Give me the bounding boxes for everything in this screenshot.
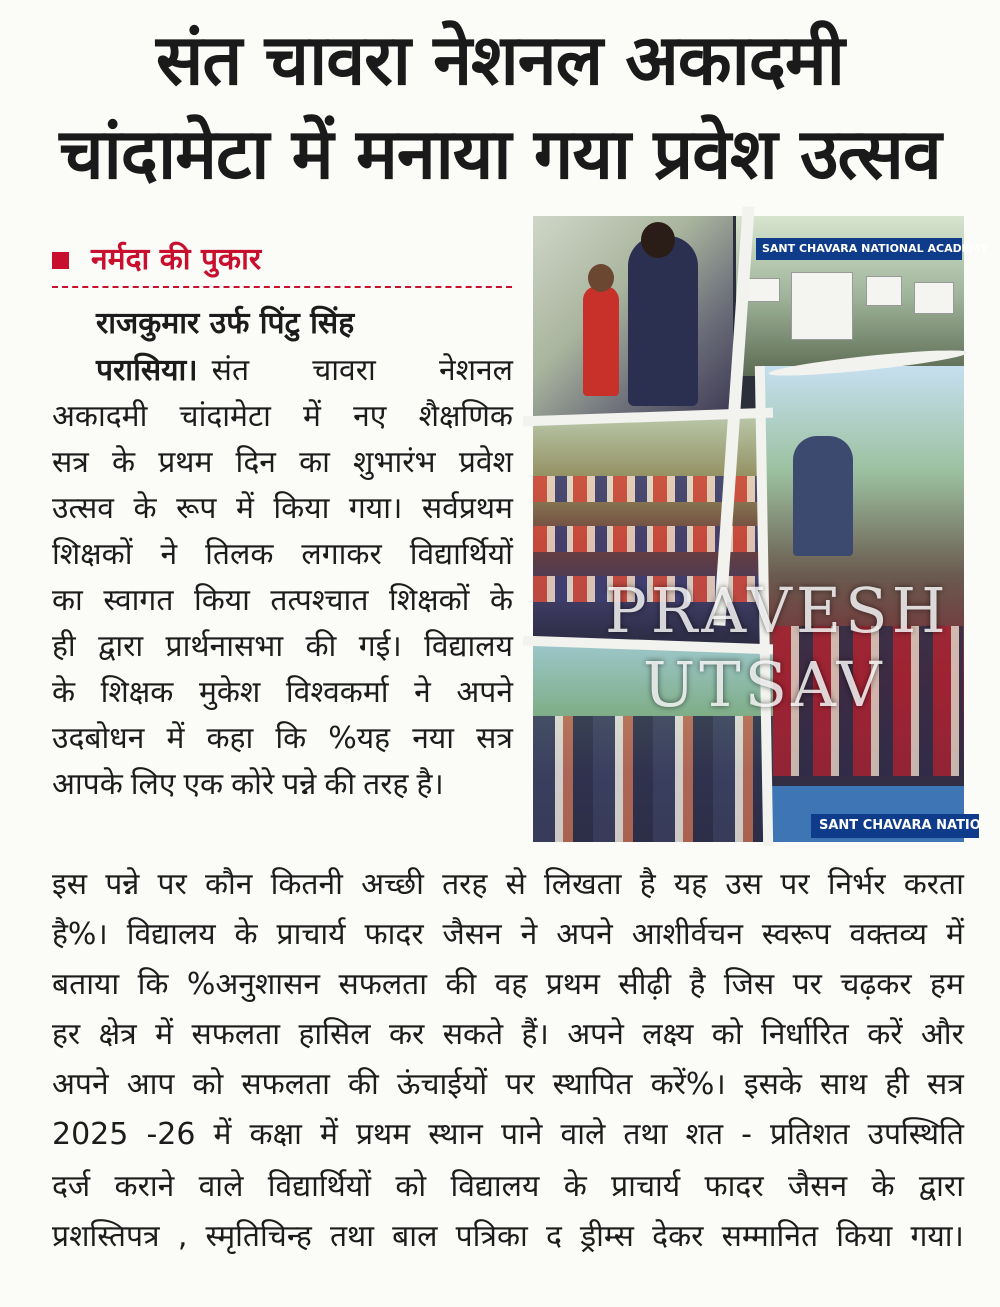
word: 2025 (52, 1117, 129, 1152)
word: दर्ज (52, 1169, 91, 1204)
word: प्रथम (545, 967, 600, 1002)
word: स्थापित (552, 1067, 633, 1102)
word: सकते (442, 1017, 504, 1052)
word: अपने (556, 917, 613, 952)
word: -26 (146, 1117, 196, 1152)
word: देकर (652, 1219, 704, 1254)
word: कराने (114, 1169, 175, 1204)
word: उस (725, 867, 763, 902)
word: में (303, 399, 321, 434)
word: में (213, 1117, 232, 1152)
word: स्थान (428, 1117, 483, 1152)
word: साथ (819, 1067, 868, 1102)
word: प्राचार्य (611, 1169, 681, 1204)
article-line (52, 624, 513, 670)
word: चावरा (312, 353, 376, 388)
word: उदबोधन (52, 721, 145, 756)
article-line (52, 862, 964, 908)
word: अपने (52, 1067, 109, 1102)
word: के (563, 1169, 587, 1204)
word: तरह (363, 767, 409, 802)
article-line (52, 394, 513, 440)
overlay-title-2: UTSAV (643, 648, 886, 721)
article-line (52, 762, 513, 808)
word: कहा (206, 721, 254, 756)
word: बाल (392, 1219, 438, 1254)
word: चांदामेटा (179, 399, 271, 434)
word: कक्षा (249, 1117, 302, 1152)
word: यह (673, 867, 708, 902)
word: फादर (704, 1169, 764, 1204)
word: किया (193, 583, 250, 618)
photo-tilak-welcome (533, 216, 733, 416)
word: पर (792, 967, 822, 1002)
word: उपस्थिति (867, 1117, 964, 1152)
article-line (52, 962, 964, 1008)
byline-place: परासिया। (96, 353, 198, 388)
word: शुभारंभ (353, 445, 436, 480)
photo-school-sign (763, 786, 981, 842)
word: में (235, 491, 254, 526)
word: के (112, 445, 136, 480)
word: सीढ़ी (618, 967, 672, 1002)
word: शैक्षणिक (418, 399, 513, 434)
word: सफलता (191, 1017, 281, 1052)
word: प्रथम (158, 445, 213, 480)
red-square-icon (52, 252, 69, 269)
word: इस (52, 867, 88, 902)
article-line (52, 716, 513, 762)
word: द्वारा (98, 629, 144, 664)
word: सम्मानित (721, 1219, 819, 1254)
word: करें%। (650, 1067, 726, 1102)
word: सत्र (927, 1067, 964, 1102)
article-line (52, 440, 513, 486)
word: उत्सव (52, 491, 114, 526)
word: स्वरूप (761, 917, 831, 952)
word: है (639, 867, 656, 902)
word: पन्ने (282, 767, 317, 802)
word: सफलता (241, 1067, 330, 1102)
word: में (945, 917, 964, 952)
word: अकादमी (52, 399, 148, 434)
word: को (395, 1169, 427, 1204)
word: करें (867, 1017, 903, 1052)
word: ने (160, 537, 178, 572)
word: प्रशस्तिपत्र (52, 1219, 160, 1254)
overlay-title-1: PRAVESH (605, 574, 950, 647)
headline-line-1: संत चावरा नेशनल अकादमी (156, 19, 844, 101)
word: और (920, 1017, 964, 1052)
word: तरह (442, 867, 488, 902)
word: फादर (364, 917, 424, 952)
word: के (871, 1169, 895, 1204)
word: क्षेत्र (98, 1017, 137, 1052)
word: अपने (567, 1017, 624, 1052)
word: के (133, 491, 157, 526)
word: गई। (358, 629, 402, 664)
headline-line-2: चांदामेटा में मनाया गया प्रवेश उत्सव (59, 113, 941, 195)
word: पाने (501, 1117, 543, 1152)
word: लिखता (544, 867, 622, 902)
word: हासिल (298, 1017, 371, 1052)
word: विद्यालय (126, 917, 216, 952)
word: आप (126, 1067, 175, 1102)
word: प्रार्थनासभा (165, 629, 284, 664)
word: विद्यालय (424, 629, 513, 664)
word: को (711, 1017, 743, 1052)
word: पर (780, 867, 810, 902)
article-line (52, 578, 513, 624)
article-line (52, 670, 513, 716)
word: हैं। (521, 1017, 549, 1052)
article-line (52, 1012, 964, 1058)
word: वाले (198, 1169, 244, 1204)
word: बताया (52, 967, 120, 1002)
word: तत्पश्चात (270, 583, 369, 618)
word: नए (353, 399, 387, 434)
byline: राजकुमार उर्फ पिंटु सिंह (96, 306, 355, 341)
word: तथा (329, 1219, 374, 1254)
word: जैसन (787, 1169, 848, 1204)
word: शिक्षकों (388, 583, 470, 618)
word: नया (412, 721, 455, 756)
word: कर (388, 1017, 425, 1052)
word: विद्यार्थियों (409, 537, 513, 572)
word: लिए (130, 767, 176, 802)
word: कि (275, 721, 307, 756)
word: में (319, 1117, 338, 1152)
word: स्वागत (103, 583, 174, 618)
word: पर (157, 867, 187, 902)
word: संत (211, 353, 250, 388)
source-label (52, 236, 261, 284)
word: - (741, 1117, 752, 1152)
word: है%। (52, 917, 108, 952)
word: तथा (623, 1117, 668, 1152)
word: इसके (743, 1067, 802, 1102)
word: के (234, 917, 258, 952)
word: स्मृतिचिन्ह (205, 1219, 312, 1254)
word: की (324, 767, 356, 802)
photo-collage (533, 216, 989, 842)
article-line (52, 532, 513, 578)
word: ही (52, 629, 76, 664)
word: एक (183, 767, 224, 802)
word: सफलता (338, 967, 428, 1002)
dashed-divider (52, 286, 512, 288)
word: प्रतिशत (770, 1117, 850, 1152)
article-line (52, 912, 964, 958)
word: वह (494, 967, 528, 1002)
word: पन्ने (105, 867, 140, 902)
article-line (52, 1164, 964, 1210)
article-line (52, 1062, 964, 1108)
word: शिक्षकों (52, 537, 133, 572)
word: कितनी (270, 867, 343, 902)
source-name: नर्मदा की पुकार (91, 242, 262, 277)
word: का (299, 445, 330, 480)
word: विद्यार्थियों (267, 1169, 371, 1204)
school-sign-text: SANT CHAVARA NATIO (811, 814, 979, 838)
word: द्वारा (918, 1169, 964, 1204)
word: का (52, 583, 83, 618)
article-line (52, 1112, 964, 1158)
word: से (505, 867, 526, 902)
word: ने (414, 675, 431, 710)
word: ने (520, 917, 538, 952)
word: प्रवेश (458, 445, 513, 480)
word: द (545, 1219, 562, 1254)
word: पर (505, 1067, 535, 1102)
word: गया। (348, 491, 403, 526)
word: के (52, 675, 76, 710)
word: %यह (328, 721, 391, 756)
word: जैसन (442, 917, 502, 952)
word: निर्भर (827, 867, 886, 902)
word: %अनुशासन (186, 967, 321, 1002)
word: किया (836, 1219, 893, 1254)
article-line (52, 1214, 964, 1260)
word: में (166, 721, 185, 756)
word: की (305, 629, 337, 664)
word: आशीर्वचन (631, 917, 743, 952)
word: ड्रीम्स (580, 1219, 634, 1254)
word: किया (273, 491, 330, 526)
word: सत्र (476, 721, 513, 756)
word: कोरे (231, 767, 275, 802)
word: विश्वकर्मा (285, 675, 389, 710)
word: निर्धारित (761, 1017, 849, 1052)
word: गया। (910, 1219, 964, 1254)
word: लक्ष्य (642, 1017, 694, 1052)
word: प्रथम (355, 1117, 411, 1152)
word: शिक्षक (100, 675, 174, 710)
word: वाले (560, 1117, 606, 1152)
word: है (689, 967, 706, 1002)
word: प्राचार्य (276, 917, 346, 952)
word: मुकेश (198, 675, 261, 710)
word: के (489, 583, 513, 618)
word: पत्रिका (455, 1219, 528, 1254)
word: है। (416, 767, 444, 802)
word: में (155, 1017, 174, 1052)
word: नेशनल (438, 353, 513, 388)
article-line (52, 348, 513, 394)
word: की (445, 967, 477, 1002)
word: ऊंचाईयों (396, 1067, 488, 1102)
word: दिन (235, 445, 276, 480)
word: कौन (204, 867, 253, 902)
word: हर (52, 1017, 81, 1052)
word: हम (930, 967, 964, 1002)
word: वक्तव्य (849, 917, 928, 952)
banner-text: SANT CHAVARA NATIONAL ACADEMY (756, 238, 962, 260)
word: ही (885, 1067, 909, 1102)
article-line (52, 486, 513, 532)
word: लगाकर (301, 537, 382, 572)
word: विद्यालय (450, 1169, 540, 1204)
word: अपने (456, 675, 513, 710)
word: रूप (176, 491, 217, 526)
word: को (192, 1067, 224, 1102)
word: चढ़कर (840, 967, 912, 1002)
word: करता (903, 867, 964, 902)
word: की (348, 1067, 379, 1102)
word: , (177, 1219, 188, 1254)
word: सत्र (52, 445, 89, 480)
word: आपके (52, 767, 123, 802)
word: तिलक (205, 537, 274, 572)
word: अच्छी (361, 867, 424, 902)
word: शत (685, 1117, 724, 1152)
word: कि (137, 967, 169, 1002)
word: सर्वप्रथम (421, 491, 513, 526)
word: जिस (723, 967, 775, 1002)
